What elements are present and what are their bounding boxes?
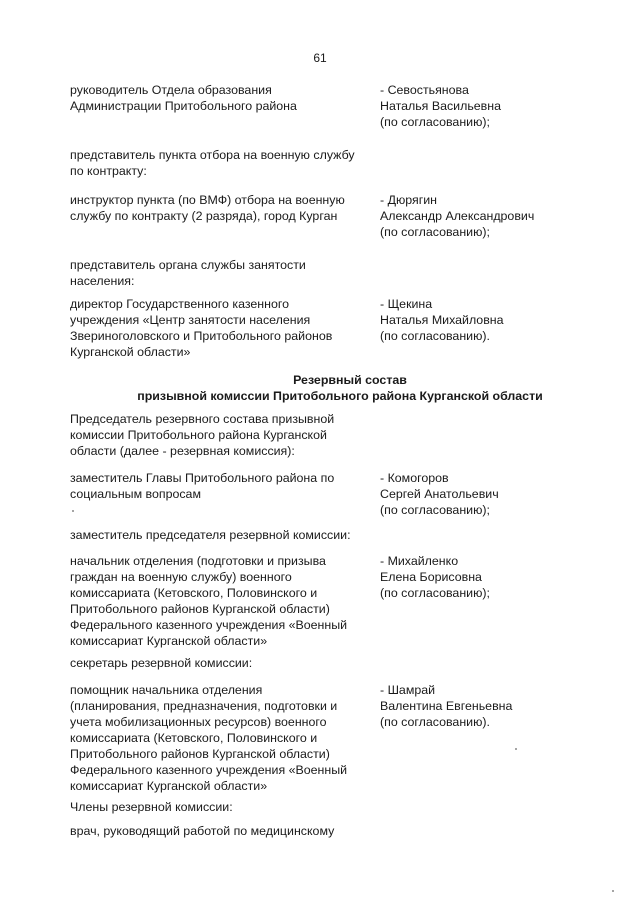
heading-employment-service: представитель органа службы занятости населения:	[70, 258, 306, 288]
reserve-last-line: врач, руководящий работой по медицинскому	[70, 824, 335, 838]
scan-speck	[612, 890, 614, 892]
person-mikhailenko: - Михайленко Елена Борисовна (по согласованию);	[380, 554, 490, 600]
reserve-chairman-heading: Председатель резервного состава призывной комиссии Притобольного района Курганской области (далее - резервная комиссия):	[70, 412, 335, 458]
position-instructor: инструктор пункта (по ВМФ) отбора на военную службу по контракту (2 разряда), город Курган	[70, 193, 345, 223]
person-shchekina: - Щекина Наталья Михайловна (по согласованию).	[380, 297, 504, 343]
reserve-deputy-position: начальник отделения (подготовки и призыва граждан на военную службу) военного комиссариата (Кетовского, Половинского и Притобольного районов Курганской области) Федерального казенного учреждения «Военный комиссариат Курганской области»	[70, 554, 348, 648]
scan-speck	[515, 748, 517, 750]
reserve-secretary-heading: секретарь резервной комиссии:	[70, 656, 253, 670]
reserve-title-line1: Резервный состав	[293, 373, 407, 387]
person-dyuryagin: - Дюрягин Александр Александрович (по согласованию);	[380, 193, 535, 239]
person-shamrai: - Шамрай Валентина Евгеньевна (по согласованию).	[380, 683, 513, 729]
reserve-members-heading: Члены резервной комиссии:	[70, 800, 233, 814]
reserve-secretary-position: помощник начальника отделения (планирования, предназначения, подготовки и учета мобилизационных ресурсов) военного комиссариата (Кетовского, Половинского и Притобольного районов Курганской области) Федерального казенного учреждения «Военный комиссариат Курганской области»	[70, 683, 348, 793]
page-number: 61	[313, 51, 327, 65]
person-sevostyanova: - Севостьянова Наталья Васильевна (по согласованию);	[380, 83, 501, 129]
heading-contract-selection: представитель пункта отбора на военную службу по контракту:	[70, 148, 355, 178]
reserve-title	[0, 372, 640, 404]
reserve-chairman-position: заместитель Главы Притобольного района по социальным вопросам	[70, 471, 335, 501]
reserve-title-line2: призывной комиссии Притобольного района Курганской области	[137, 389, 543, 403]
scan-speck	[72, 510, 74, 512]
person-komogorov: - Комогоров Сергей Анатольевич (по согласованию);	[380, 471, 499, 517]
position-education-head: руководитель Отдела образования Администрации Притобольного района	[70, 83, 297, 113]
reserve-deputy-heading: заместитель председателя резервной комиссии:	[70, 528, 351, 542]
position-employment-director: директор Государственного казенного учреждения «Центр занятости населения Звериноголовского и Притобольного районов Курганской области»	[70, 297, 333, 359]
